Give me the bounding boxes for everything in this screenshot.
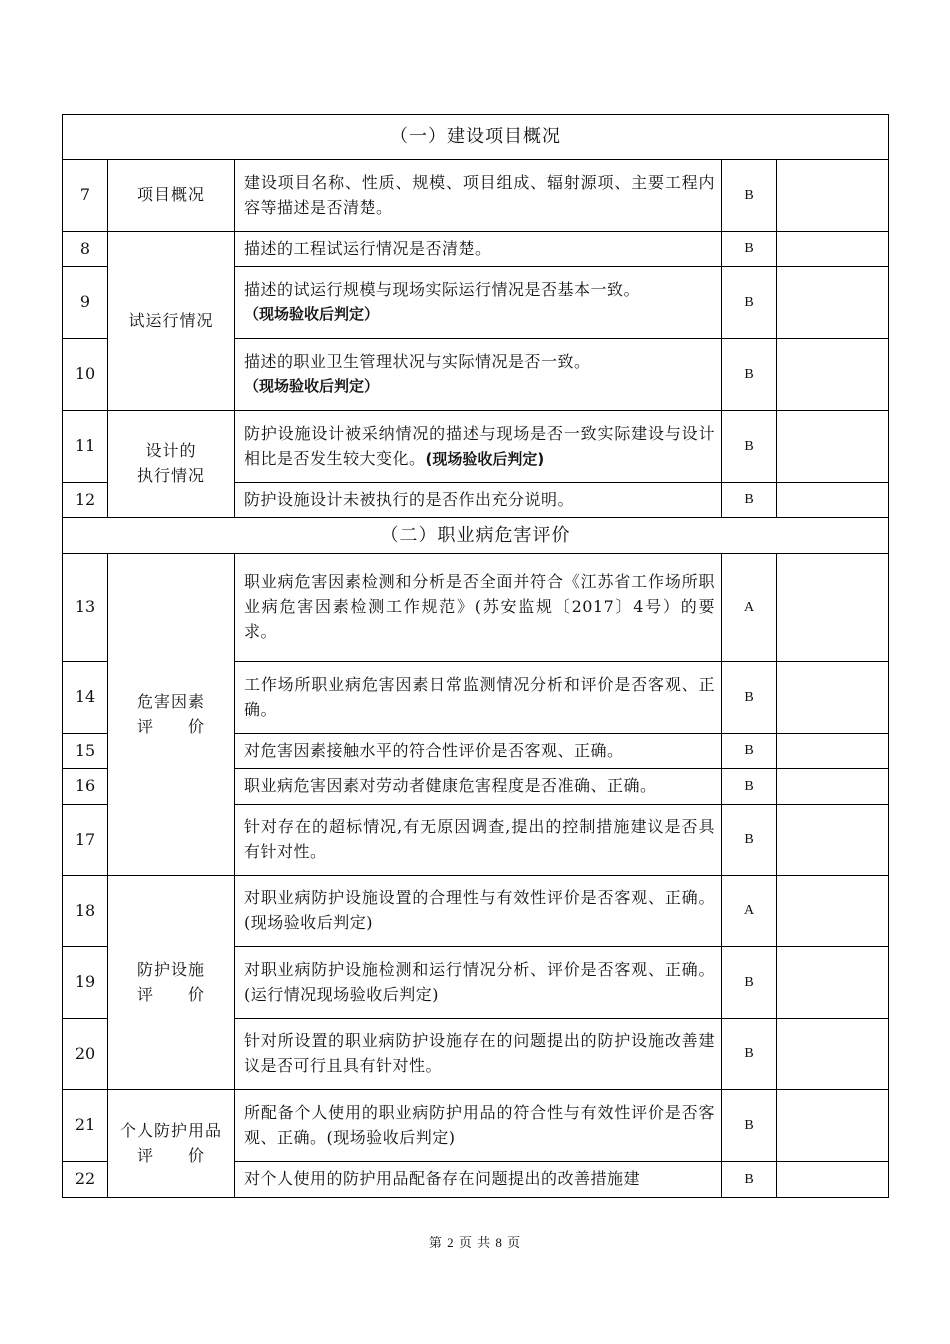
level-cell: B xyxy=(722,769,777,805)
level-cell: B xyxy=(722,805,777,876)
criterion-text: 针对所设置的职业病防护设施存在的问题提出的防护设施改善建议是否可行且具有针对性。 xyxy=(235,1019,722,1090)
score-cell[interactable] xyxy=(777,1090,889,1162)
row-number: 17 xyxy=(63,805,108,876)
section-title: （二）职业病危害评价 xyxy=(63,518,889,554)
category-cell xyxy=(108,1090,235,1198)
level-cell: B xyxy=(722,1162,777,1198)
level-cell: B xyxy=(722,339,777,411)
table-row xyxy=(63,411,889,483)
category-cell: 项目概况 xyxy=(108,160,235,232)
category-line: 设计的 xyxy=(145,441,197,461)
level-cell: B xyxy=(722,1019,777,1090)
row-number: 18 xyxy=(63,876,108,947)
level-cell: A xyxy=(722,554,777,662)
criterion-text: 描述的试运行规模与现场实际运行情况是否基本一致。 xyxy=(244,280,641,300)
category-line: 危害因素 xyxy=(136,691,205,711)
criterion-text: 职业病危害因素检测和分析是否全面并符合《江苏省工作场所职业病危害因素检测工作规范》(苏安监规〔2017〕4号）的要求。 xyxy=(235,554,722,662)
level-cell: B xyxy=(722,483,777,518)
level-cell: B xyxy=(722,947,777,1019)
section-row xyxy=(63,518,889,554)
category-line: 评 价 xyxy=(136,984,205,1004)
row-number: 14 xyxy=(63,662,108,734)
row-number: 11 xyxy=(63,411,108,483)
score-cell[interactable] xyxy=(777,554,889,662)
category-line: 执行情况 xyxy=(136,466,205,485)
criterion-cell xyxy=(235,411,722,483)
category-line: 评 价 xyxy=(136,1145,205,1165)
row-number: 21 xyxy=(63,1090,108,1162)
score-cell[interactable] xyxy=(777,483,889,518)
category-line: 防护设施 xyxy=(136,959,205,979)
table-row xyxy=(63,876,889,947)
row-number: 20 xyxy=(63,1019,108,1090)
row-number: 15 xyxy=(63,734,108,769)
criterion-text: 描述的职业卫生管理状况与实际情况是否一致。 xyxy=(244,352,591,372)
score-cell[interactable] xyxy=(777,734,889,769)
criterion-cell xyxy=(235,267,722,339)
level-cell: B xyxy=(722,734,777,769)
criterion-text: 防护设施设计未被执行的是否作出充分说明。 xyxy=(235,483,722,518)
level-cell: B xyxy=(722,232,777,267)
row-number: 9 xyxy=(63,267,108,339)
category-cell: 试运行情况 xyxy=(108,232,235,411)
score-cell[interactable] xyxy=(777,947,889,1019)
level-cell: B xyxy=(722,411,777,483)
row-number: 19 xyxy=(63,947,108,1019)
criterion-note: （现场验收后判定） xyxy=(244,377,380,396)
row-number: 10 xyxy=(63,339,108,411)
criterion-text: 建设项目名称、性质、规模、项目组成、辐射源项、主要工程内容等描述是否清楚。 xyxy=(235,160,722,232)
criterion-text: 针对存在的超标情况,有无原因调查,提出的控制措施建议是否具有针对性。 xyxy=(235,805,722,876)
row-number: 13 xyxy=(63,554,108,662)
category-cell xyxy=(108,411,235,518)
category-cell xyxy=(108,554,235,876)
score-cell[interactable] xyxy=(777,267,889,339)
score-cell[interactable] xyxy=(777,1162,889,1198)
row-number: 22 xyxy=(63,1162,108,1198)
category-line: 个人防护用品 xyxy=(119,1120,222,1140)
table-row xyxy=(63,160,889,232)
category-cell xyxy=(108,876,235,1090)
section-row xyxy=(63,115,889,160)
score-cell[interactable] xyxy=(777,232,889,267)
score-cell[interactable] xyxy=(777,339,889,411)
criterion-cell xyxy=(235,339,722,411)
criterion-text: 所配备个人使用的职业病防护用品的符合性与有效性评价是否客观、正确。(现场验收后判定) xyxy=(235,1090,722,1162)
score-cell[interactable] xyxy=(777,769,889,805)
criterion-text: 对个人使用的防护用品配备存在问题提出的改善措施建 xyxy=(235,1162,722,1198)
criterion-text: 工作场所职业病危害因素日常监测情况分析和评价是否客观、正确。 xyxy=(235,662,722,734)
level-cell: B xyxy=(722,1090,777,1162)
criterion-text: 防护设施设计被采纳情况的描述与现场是否一致实际建设与设计相比是否发生较大变化。 xyxy=(244,423,715,468)
row-number: 12 xyxy=(63,483,108,518)
criterion-text: 对危害因素接触水平的符合性评价是否客观、正确。 xyxy=(235,734,722,769)
row-number: 8 xyxy=(63,232,108,267)
criterion-note: （现场验收后判定） xyxy=(244,305,380,324)
criterion-text: 对职业病防护设施设置的合理性与有效性评价是否客观、正确。(现场验收后判定) xyxy=(235,876,722,947)
table-row xyxy=(63,1090,889,1162)
score-cell[interactable] xyxy=(777,805,889,876)
score-cell[interactable] xyxy=(777,876,889,947)
criterion-text: 描述的工程试运行情况是否清楚。 xyxy=(235,232,722,267)
section-title: （一）建设项目概况 xyxy=(63,115,889,160)
level-cell: A xyxy=(722,876,777,947)
review-table xyxy=(62,114,889,1198)
table-row xyxy=(63,554,889,662)
table-row xyxy=(63,232,889,267)
page-footer: 第 2 页 共 8 页 xyxy=(428,1235,522,1250)
level-cell: B xyxy=(722,662,777,734)
score-cell[interactable] xyxy=(777,1019,889,1090)
row-number: 7 xyxy=(63,160,108,232)
level-cell: B xyxy=(722,160,777,232)
score-cell[interactable] xyxy=(777,662,889,734)
score-cell[interactable] xyxy=(777,160,889,232)
category-line: 评 价 xyxy=(136,716,205,736)
score-cell[interactable] xyxy=(777,411,889,483)
criterion-text: 职业病危害因素对劳动者健康危害程度是否准确、正确。 xyxy=(235,769,722,805)
row-number: 16 xyxy=(63,769,108,805)
criterion-note: (现场验收后判定) xyxy=(425,449,545,468)
level-cell: B xyxy=(722,267,777,339)
criterion-text: 对职业病防护设施检测和运行情况分析、评价是否客观、正确。(运行情况现场验收后判定) xyxy=(235,947,722,1019)
